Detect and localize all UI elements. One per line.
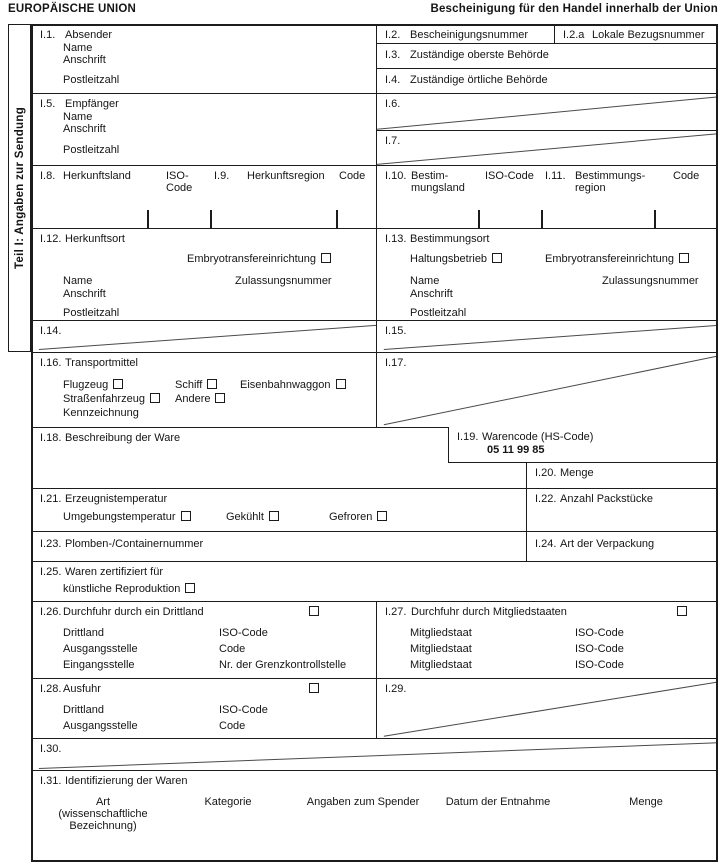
i25-number: I.25. xyxy=(40,566,62,578)
i14-diagonal-strike-line xyxy=(32,321,376,352)
eisenbahnwaggon-checkbox[interactable] xyxy=(336,379,346,389)
i9-column-tick xyxy=(336,210,338,228)
i31-title: Identifizierung der Waren xyxy=(65,775,188,787)
i10-number: I.10. xyxy=(385,170,407,182)
strassenfahrzeug-checkbox[interactable] xyxy=(150,393,160,403)
field-i31-identifizierung xyxy=(31,770,718,862)
field-i23-plomben-containernummer xyxy=(31,531,526,561)
i10-title: Bestim- mungsland xyxy=(411,170,465,194)
field-i24-art-der-verpackung xyxy=(526,531,718,561)
field-i19-warencode xyxy=(448,427,718,463)
field-i10-i11-bestimmung xyxy=(376,165,718,228)
i17-number: I.17. xyxy=(385,357,407,369)
i20-number: I.20. xyxy=(535,467,557,479)
i11-number: I.11. xyxy=(545,170,566,182)
field-i20-menge xyxy=(526,463,718,488)
i6-diagonal-strike-line xyxy=(377,94,718,130)
field-i13-bestimmungsort xyxy=(376,228,718,320)
field-i30-empty xyxy=(31,738,718,770)
i31-col-menge: Menge xyxy=(629,796,663,808)
i1-anschrift-label: Anschrift xyxy=(63,54,106,66)
i5-number: I.5. xyxy=(40,98,56,110)
i16-title: Transportmittel xyxy=(65,357,138,369)
i14-number: I.14. xyxy=(40,325,62,337)
i12-embryotransfereinrichtung-checkbox[interactable] xyxy=(321,253,331,263)
i4-title: Zuständige örtliche Behörde xyxy=(410,74,548,86)
part-one-sidebar-label: Teil I: Angaben zur Sendung xyxy=(13,106,26,270)
i16-eisenbahnwaggon-label: Eisenbahnwaggon xyxy=(240,379,346,391)
i18-title: Beschreibung der Ware xyxy=(65,432,181,444)
schiff-checkbox[interactable] xyxy=(207,379,217,389)
i1-postleitzahl-label: Postleitzahl xyxy=(63,74,120,86)
i21-gekuehlt-label: Gekühlt xyxy=(226,511,279,523)
i13-embryo-label: Embryotransfereinrichtung xyxy=(545,253,689,265)
i22-title: Anzahl Packstücke xyxy=(560,493,653,505)
gekuehlt-checkbox[interactable] xyxy=(269,511,279,521)
flugzeug-checkbox[interactable] xyxy=(113,379,123,389)
field-i12-herkunftsort xyxy=(31,228,376,320)
i9-number: I.9. xyxy=(214,170,230,182)
i26-eingangsstelle-label: Eingangsstelle xyxy=(63,659,135,671)
i3-number: I.3. xyxy=(385,49,401,61)
page-title-left: EUROPÄISCHE UNION xyxy=(8,3,136,15)
field-i6-empty xyxy=(376,93,718,130)
kuenstliche-reproduktion-checkbox[interactable] xyxy=(185,583,195,593)
i16-flugzeug-label: Flugzeug xyxy=(63,379,123,391)
i27-mitgliedstaat3-label: Mitgliedstaat xyxy=(410,659,472,671)
field-i1-absender xyxy=(31,24,376,93)
i10-column-tick xyxy=(478,210,480,228)
i12-postleitzahl-label: Postleitzahl xyxy=(63,307,120,319)
i26-durchfuhr-drittland-checkbox[interactable] xyxy=(309,606,319,616)
gefroren-checkbox[interactable] xyxy=(377,511,387,521)
i13-anschrift-label: Anschrift xyxy=(410,288,453,300)
field-i4-oertliche-behoerde xyxy=(376,68,718,93)
i27-mitgliedstaat2-label: Mitgliedstaat xyxy=(410,643,472,655)
i1-number: I.1. xyxy=(40,29,56,41)
i30-number: I.30. xyxy=(40,743,62,755)
i4-number: I.4. xyxy=(385,74,401,86)
i22-number: I.22. xyxy=(535,493,557,505)
i16-schiff-label: Schiff xyxy=(175,379,217,391)
i25-kuenstliche-reproduktion-label: künstliche Reproduktion xyxy=(63,583,713,595)
i18-number: I.18. xyxy=(40,432,62,444)
field-i29-empty xyxy=(376,678,718,738)
i29-number: I.29. xyxy=(385,683,407,695)
i19-number: I.19. xyxy=(457,431,479,443)
field-i21-erzeugnistemperatur xyxy=(31,488,526,531)
i16-andere-label: Andere xyxy=(175,393,225,405)
i31-number: I.31. xyxy=(40,775,62,787)
i11-title: Bestimmungs- region xyxy=(575,170,646,194)
i8-column-tick xyxy=(147,210,149,228)
i25-title: Waren zertifiziert für xyxy=(65,566,164,578)
i26-ausgangsstelle-label: Ausgangsstelle xyxy=(63,643,138,655)
i13-number: I.13. xyxy=(385,233,407,245)
i5-name-label: Name xyxy=(63,111,93,123)
i24-number: I.24. xyxy=(535,538,557,550)
page-title-right: Bescheinigung für den Handel innerhalb der Union xyxy=(430,3,718,15)
andere-checkbox[interactable] xyxy=(215,393,225,403)
field-i17-empty xyxy=(376,352,718,427)
i19-hs-code-value: 05 11 99 85 xyxy=(487,444,545,456)
i27-iso-code1-label: ISO-Code xyxy=(575,627,624,639)
i27-number: I.27. xyxy=(385,606,407,618)
i11-code-label: Code xyxy=(673,170,700,182)
i8-iso-code-label: ISO- Code xyxy=(166,170,193,194)
i28-ausfuhr-checkbox[interactable] xyxy=(309,683,319,693)
i13-postleitzahl-label: Postleitzahl xyxy=(410,307,467,319)
i31-col-angaben-zum-spender: Angaben zum Spender xyxy=(306,796,420,808)
i19-title: Warencode (HS-Code) xyxy=(482,431,594,443)
i9-code-label: Code xyxy=(339,170,366,182)
part-one-sidebar xyxy=(8,24,31,352)
i21-number: I.21. xyxy=(40,493,62,505)
i26-grenzkontrollstelle-label: Nr. der Grenzkontrollstelle xyxy=(219,659,347,671)
i12-name-label: Name xyxy=(63,275,93,287)
i26-number: I.26. xyxy=(40,606,62,618)
i27-iso-code2-label: ISO-Code xyxy=(575,643,624,655)
i24-title: Art der Verpackung xyxy=(560,538,655,550)
field-i26-durchfuhr-drittland xyxy=(31,601,376,678)
i13-zulassungsnummer-label: Zulassungsnummer xyxy=(602,275,699,287)
i12-zulassungsnummer-label: Zulassungsnummer xyxy=(235,275,332,287)
field-i2-bescheinigungsnummer xyxy=(376,24,554,43)
i31-col-kategorie: Kategorie xyxy=(204,796,252,808)
i1-name-label: Name xyxy=(63,42,93,54)
field-i27-durchfuhr-mitgliedstaaten xyxy=(376,601,718,678)
i2a-title: Lokale Bezugsnummer xyxy=(592,29,705,41)
i21-gefroren-label: Gefroren xyxy=(329,511,387,523)
i13-haltungsbetrieb-checkbox[interactable] xyxy=(492,253,502,263)
i13-haltungsbetrieb-label: Haltungsbetrieb xyxy=(410,253,502,265)
i26-code-label: Code xyxy=(219,643,246,655)
i27-mitgliedstaat1-label: Mitgliedstaat xyxy=(410,627,472,639)
i30-diagonal-strike-line xyxy=(32,739,718,770)
i7-number: I.7. xyxy=(385,135,401,147)
i2-number: I.2. xyxy=(385,29,401,41)
field-i14-empty xyxy=(31,320,376,352)
i16-kennzeichnung-label: Kennzeichnung xyxy=(63,407,139,419)
i27-iso-code3-label: ISO-Code xyxy=(575,659,624,671)
i13-embryotransfereinrichtung-checkbox[interactable] xyxy=(679,253,689,263)
i31-col-art: Art (wissenschaftliche Bezeichnung) xyxy=(58,796,148,832)
i13-name-label: Name xyxy=(410,275,440,287)
i28-title: Ausfuhr xyxy=(63,683,101,695)
i11-column-tick xyxy=(654,210,656,228)
i28-code-label: Code xyxy=(219,720,246,732)
i8-number: I.8. xyxy=(40,170,56,182)
field-i15-empty xyxy=(376,320,718,352)
i2-title: Bescheinigungsnummer xyxy=(410,29,529,41)
i23-title: Plomben-/Containernummer xyxy=(65,538,204,550)
field-i3-oberste-behoerde xyxy=(376,43,718,68)
i5-title: Empfänger xyxy=(65,98,119,110)
i1-title: Absender xyxy=(65,29,113,41)
i20-title: Menge xyxy=(560,467,594,479)
field-i5-empfaenger xyxy=(31,93,376,165)
i28-drittland-label: Drittland xyxy=(63,704,104,716)
i28-ausgangsstelle-label: Ausgangsstelle xyxy=(63,720,138,732)
i28-number: I.28. xyxy=(40,683,62,695)
umgebungstemperatur-checkbox[interactable] xyxy=(181,511,191,521)
i9-title: Herkunftsregion xyxy=(247,170,325,182)
i7-diagonal-strike-line xyxy=(377,131,718,165)
i12-number: I.12. xyxy=(40,233,62,245)
i15-diagonal-strike-line xyxy=(377,321,718,352)
field-i7-empty xyxy=(376,130,718,165)
i15-number: I.15. xyxy=(385,325,407,337)
field-i16-transportmittel xyxy=(31,352,376,427)
i29-diagonal-strike-line xyxy=(377,679,718,738)
i31-col-datum-der-entnahme: Datum der Entnahme xyxy=(445,796,551,808)
i27-durchfuhr-mitgliedstaaten-checkbox[interactable] xyxy=(677,606,687,616)
i28-iso-code-label: ISO-Code xyxy=(219,704,268,716)
field-i2a-lokale-bezugsnummer xyxy=(554,24,718,43)
i21-umgebungstemperatur-label: Umgebungstemperatur xyxy=(63,511,191,523)
i23-number: I.23. xyxy=(40,538,62,550)
i16-number: I.16. xyxy=(40,357,62,369)
i26-drittland-label: Drittland xyxy=(63,627,104,639)
i3-title: Zuständige oberste Behörde xyxy=(410,49,549,61)
i17-diagonal-strike-line xyxy=(377,353,718,427)
i26-iso-code-label: ISO-Code xyxy=(219,627,268,639)
i10-iso-code-label: ISO-Code xyxy=(485,170,534,182)
i13-title: Bestimmungsort xyxy=(410,233,490,245)
i5-postleitzahl-label: Postleitzahl xyxy=(63,144,120,156)
field-i28-ausfuhr xyxy=(31,678,376,738)
i12-anschrift-label: Anschrift xyxy=(63,288,106,300)
i5-anschrift-label: Anschrift xyxy=(63,123,106,135)
i10-column-tick2 xyxy=(541,210,543,228)
i2a-number: I.2.a xyxy=(563,29,585,41)
i12-title: Herkunftsort xyxy=(65,233,125,245)
i27-title: Durchfuhr durch Mitgliedstaaten xyxy=(411,606,567,618)
i16-strassenfahrzeug-label: Straßenfahrzeug xyxy=(63,393,160,405)
i8-title: Herkunftsland xyxy=(63,170,131,182)
i26-title: Durchfuhr durch ein Drittland xyxy=(63,606,204,618)
i21-title: Erzeugnistemperatur xyxy=(65,493,168,505)
field-i8-i9-herkunft xyxy=(31,165,376,228)
i12-embryo-label: Embryotransfereinrichtung xyxy=(187,253,331,265)
i8-column-tick2 xyxy=(210,210,212,228)
i6-number: I.6. xyxy=(385,98,401,110)
field-i22-anzahl-packstuecke xyxy=(526,488,718,531)
field-i25-waren-zertifiziert xyxy=(31,561,718,601)
